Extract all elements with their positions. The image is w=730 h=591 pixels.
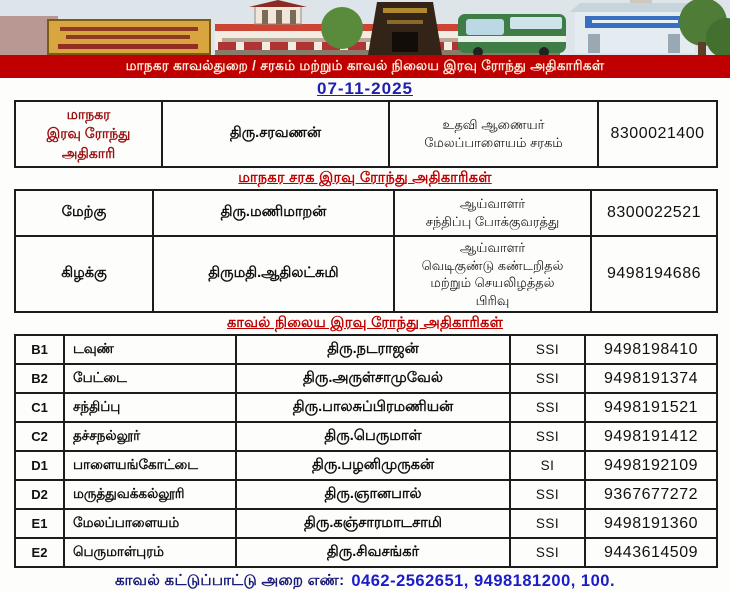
cell-phone: 9498192109	[585, 451, 717, 480]
cell-designation	[394, 190, 591, 236]
cell-station-name: பேட்டை	[64, 364, 236, 393]
cell-phone: 9498191374	[585, 364, 717, 393]
cell-station-name: மேலப்பாளையம்	[64, 509, 236, 538]
cell-zone: கிழக்கு	[15, 236, 153, 312]
cell-designation	[394, 236, 591, 312]
cell-phone: 9498198410	[585, 335, 717, 364]
cell-rank: SSI	[510, 364, 585, 393]
cell-rank: SSI	[510, 480, 585, 509]
designation-line: மேலப்பாளையம் சரகம்	[424, 135, 563, 150]
designation-line: சந்திப்பு போக்குவரத்து	[425, 214, 560, 229]
temple-gopuram-icon	[368, 2, 442, 55]
cell-station-name: பாளையங்கோட்டை	[64, 451, 236, 480]
cell-phone: 9498191360	[585, 509, 717, 538]
designation-line: பிரிவு	[475, 292, 510, 308]
table-row	[15, 422, 717, 451]
cell-officer-name: திரு.கஞ்சாரமாடசாமி	[236, 509, 510, 538]
table-row	[15, 509, 717, 538]
title-strip-text: மாநகர காவல்துறை / சரகம் மற்றும் காவல் நிலைய இரவு ரோந்து அதிகாரிகள்	[125, 57, 605, 73]
role-line: மாநகர	[66, 105, 111, 122]
header-photo-collage	[0, 0, 730, 55]
cell-officer-name: திரு.நடராஜன்	[236, 335, 510, 364]
role-line: அதிகாரி	[61, 144, 116, 161]
cell-station-name: சந்திப்பு	[64, 393, 236, 422]
station-officers-table	[14, 334, 718, 568]
cell-phone: 9498191521	[585, 393, 717, 422]
cell-station-code: D2	[15, 480, 64, 509]
tree-icon	[321, 7, 363, 49]
cell-officer-name: திரு.சரவணன்	[162, 101, 389, 167]
cell-officer-name: திரு.அருள்சாமுவேல்	[236, 364, 510, 393]
cell-station-code: E1	[15, 509, 64, 538]
designation-line: மற்றும் செயலிழத்தல்	[430, 275, 555, 291]
table-row	[15, 538, 717, 567]
cell-phone: 9443614509	[585, 538, 717, 567]
cell-station-code: D1	[15, 451, 64, 480]
cell-rank: SSI	[510, 538, 585, 567]
cell-station-code: E2	[15, 538, 64, 567]
designation-line: வெடிகுண்டு கண்டறிதல்	[421, 257, 564, 273]
cell-station-name: தச்சநல்லூர்	[64, 422, 236, 451]
cell-rank: SI	[510, 451, 585, 480]
table-row	[15, 101, 717, 167]
cell-officer-name: திரு.பாலசுப்பிரமணியன்	[236, 393, 510, 422]
cell-station-name: டவுண்	[64, 335, 236, 364]
range-officers-table	[14, 189, 718, 313]
table-row	[15, 451, 717, 480]
cell-officer-name: திரு.பழனிமுருகன்	[236, 451, 510, 480]
cell-rank: SSI	[510, 393, 585, 422]
cell-phone: 9498191412	[585, 422, 717, 451]
control-room-footer	[0, 568, 730, 591]
cell-phone: 9367677272	[585, 480, 717, 509]
cell-officer-name: திரு.ஞானபால்	[236, 480, 510, 509]
role-line: இரவு ரோந்து	[46, 125, 131, 142]
city-officer-table	[14, 100, 718, 168]
bus-icon	[458, 14, 566, 55]
station-heading-text: காவல் நிலைய இரவு ரோந்து அதிகாரிகள்	[226, 314, 504, 331]
date-text: 07-11-2025	[316, 79, 414, 98]
cell-officer-name: திருமதி.ஆதிலட்சுமி	[153, 236, 394, 312]
table-row	[15, 190, 717, 236]
table-row	[15, 480, 717, 509]
control-room-label: காவல் கட்டுப்பாட்டு அறை எண்:	[114, 571, 345, 589]
designation-line: உதவி ஆணையர்	[442, 117, 545, 133]
range-section-heading	[0, 168, 730, 189]
cell-designation	[389, 101, 598, 167]
cell-officer-name: திரு.மணிமாறன்	[153, 190, 394, 236]
designation-line: ஆய்வாளர்	[459, 196, 526, 212]
cell-role	[15, 101, 162, 167]
table-row	[15, 364, 717, 393]
cell-station-code: B1	[15, 335, 64, 364]
signboard-icon	[48, 20, 210, 54]
cell-station-name: பெருமாள்புரம்	[64, 538, 236, 567]
table-row	[15, 236, 717, 312]
date-line	[0, 78, 730, 100]
cell-phone: 8300022521	[591, 190, 717, 236]
station-section-heading	[0, 313, 730, 334]
cell-officer-name: திரு.பெருமாள்	[236, 422, 510, 451]
cell-phone: 8300021400	[598, 101, 717, 167]
cell-rank: SSI	[510, 509, 585, 538]
table-row	[15, 335, 717, 364]
range-heading-text: மாநகர சரக இரவு ரோந்து அதிகாரிகள்	[238, 169, 492, 186]
cell-phone: 9498194686	[591, 236, 717, 312]
cell-station-code: C1	[15, 393, 64, 422]
title-strip	[0, 55, 730, 78]
cell-rank: SSI	[510, 335, 585, 364]
designation-line: ஆய்வாளர்	[459, 240, 526, 255]
table-row	[15, 393, 717, 422]
cell-station-name: மருத்துவக்கல்லூரி	[64, 480, 236, 509]
cell-rank: SSI	[510, 422, 585, 451]
cell-station-code: B2	[15, 364, 64, 393]
cell-station-code: C2	[15, 422, 64, 451]
control-room-numbers: 0462-2562651, 9498181200, 100.	[351, 571, 616, 590]
cell-officer-name: திரு.சிவசங்கர்	[236, 538, 510, 567]
cell-zone: மேற்கு	[15, 190, 153, 236]
